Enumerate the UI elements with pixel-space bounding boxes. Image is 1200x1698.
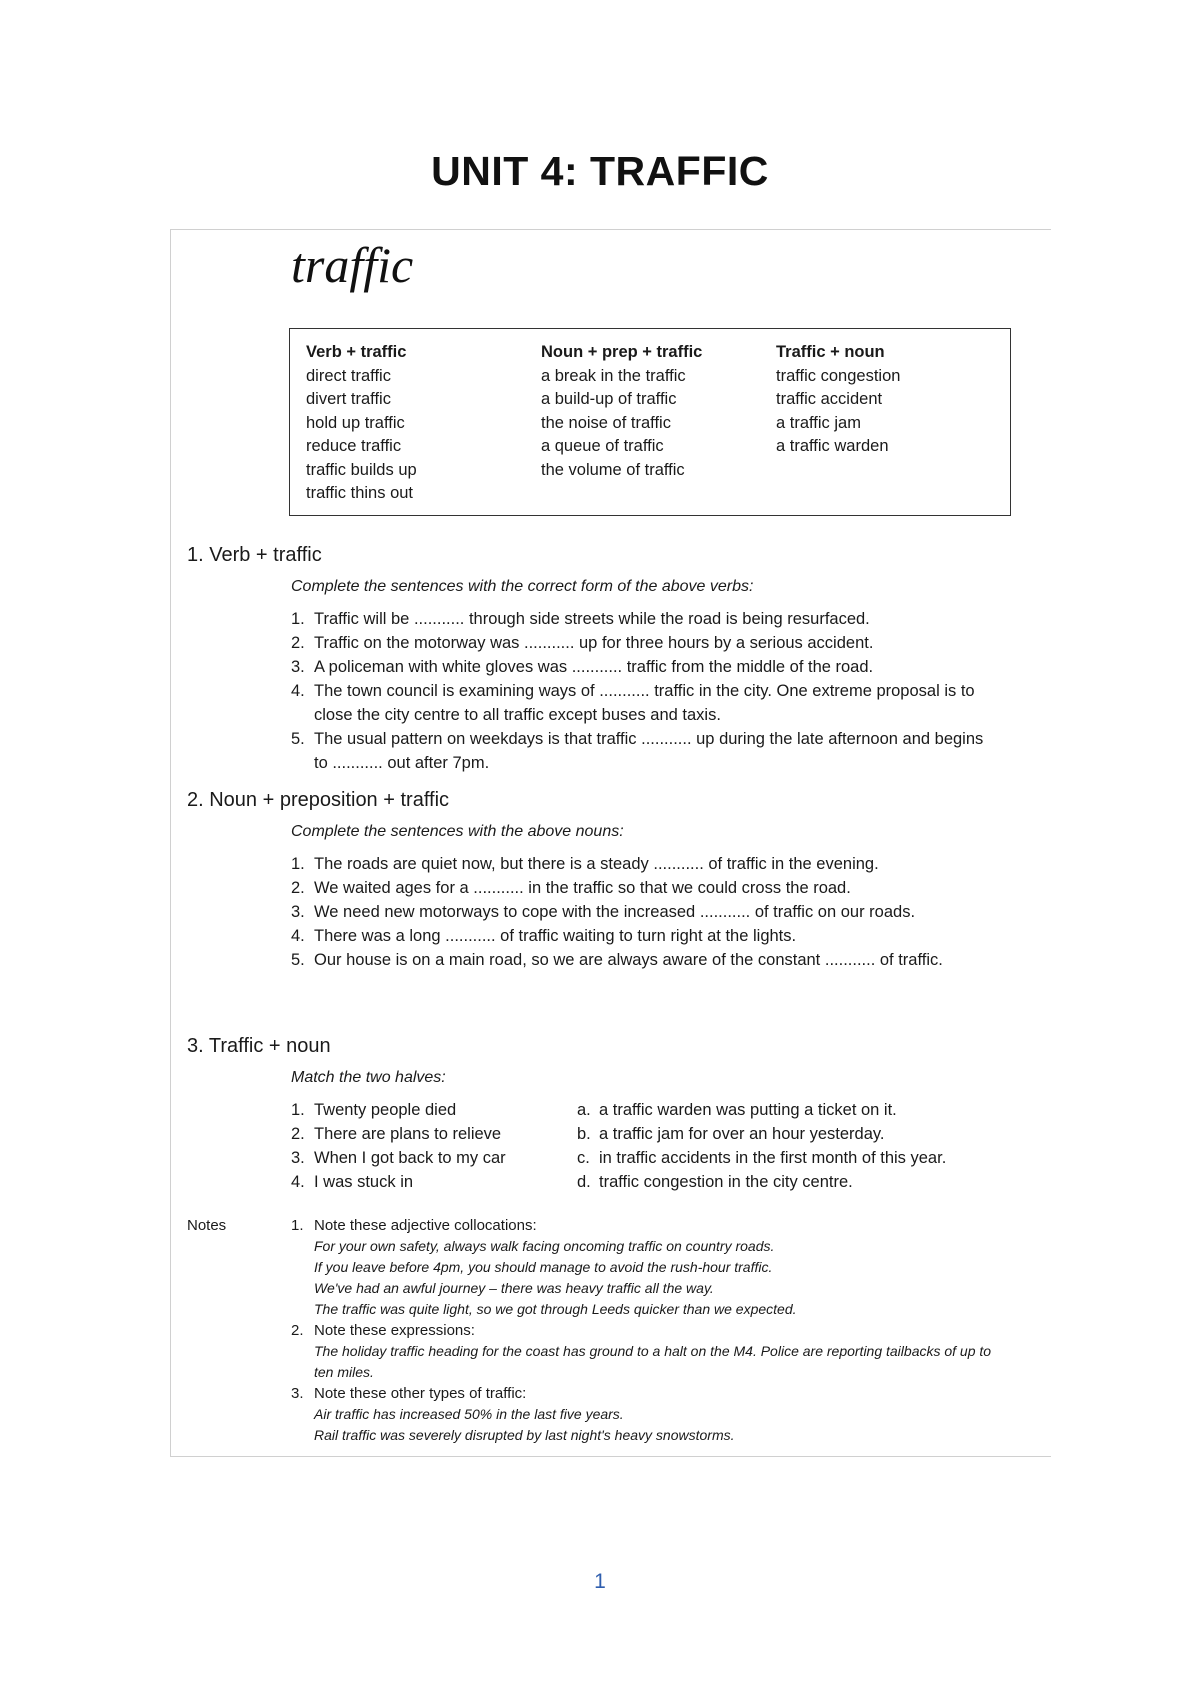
list-item [577,1098,1027,1122]
worksheet-panel [170,229,1051,1457]
note-number: 1. [291,1217,304,1234]
list-item [577,1146,1027,1170]
section2-list [291,852,991,972]
item-number: 1. [291,610,305,628]
section3-heading: 3. Traffic + noun [187,1035,331,1057]
match-left-list [291,1098,571,1194]
collocation-item: the volume of traffic [541,460,685,479]
collocation-heading: Noun + prep + traffic [541,343,703,361]
note-example: We've had an awful journey – there was heavy traffic all the way. [314,1280,714,1296]
item-text: Traffic will be ........... through side streets while the road is being resurfaced. [314,610,870,628]
unit-title: UNIT 4: TRAFFIC [431,148,769,194]
item-number: 3. [291,1149,305,1167]
collocation-column-traffic-noun [776,341,900,459]
section2-heading: 2. Noun + preposition + traffic [187,789,450,811]
item-text: The usual pattern on weekdays is that traffic ........... up during the late afternoon and begins to ........... out after 7pm. [314,730,984,772]
list-item [291,924,991,948]
collocation-item: traffic accident [776,390,883,408]
match-right-list [577,1098,1027,1194]
item-text: When I got back to my car [314,1149,506,1167]
collocation-column-verb [306,341,417,506]
item-text: I was stuck in [314,1173,414,1191]
collocation-box [289,328,1011,516]
note-title: Note these expressions: [314,1322,475,1339]
item-text: traffic congestion in the city centre. [599,1173,853,1191]
notes-list [291,1215,1011,1446]
note-item [291,1383,1011,1446]
note-title: Note these adjective collocations: [314,1217,537,1234]
section1-instruction: Complete the sentences with the correct form of the above verbs: [291,578,754,595]
list-item [291,679,991,727]
item-letter: b. [577,1125,591,1143]
list-item [291,948,991,972]
note-example: The traffic was quite light, so we got through Leeds quicker than we expected. [314,1301,797,1317]
collocation-item: a build-up of traffic [541,390,677,408]
collocation-item: a break in the traffic [541,366,686,385]
list-item [291,1122,571,1146]
item-text: The town council is examining ways of ........... traffic in the city. One extreme proposal is to close the city centre to all traffic except buses and taxis. [314,682,975,724]
collocation-heading: Traffic + noun [776,343,885,361]
item-number: 3. [291,658,305,676]
list-item [291,900,991,924]
note-body [314,1383,1011,1446]
item-letter: a. [577,1101,591,1119]
item-text: a traffic warden was putting a ticket on it. [599,1101,897,1119]
list-item [577,1122,1027,1146]
note-title: Note these other types of traffic: [314,1385,527,1402]
list-item [291,876,991,900]
note-number: 2. [291,1322,304,1339]
collocation-item: traffic congestion [776,366,901,385]
note-example: For your own safety, always walk facing oncoming traffic on country roads. [314,1238,775,1254]
item-number: 5. [291,951,305,969]
item-letter: c. [577,1149,590,1167]
note-example: Air traffic has increased 50% in the last five years. [314,1406,624,1422]
section1-list [291,607,991,775]
item-number: 4. [291,1173,305,1191]
list-item [291,607,991,631]
collocation-item: the noise of traffic [541,413,671,432]
collocation-item: hold up traffic [306,413,405,432]
collocation-item: divert traffic [306,390,391,408]
note-example: If you leave before 4pm, you should manage to avoid the rush-hour traffic. [314,1259,773,1275]
item-text: in traffic accidents in the first month of this year. [599,1149,947,1167]
item-number: 1. [291,855,305,873]
collocation-item: a traffic jam [776,413,861,432]
item-text: Traffic on the motorway was ........... up for three hours by a serious accident. [314,634,874,652]
list-item [291,852,991,876]
section2-instruction: Complete the sentences with the above nouns: [291,823,624,840]
note-body [314,1320,1011,1383]
item-text: There are plans to relieve [314,1125,502,1143]
item-number: 2. [291,1125,305,1143]
word-title: traffic [291,237,414,293]
section3-instruction: Match the two halves: [291,1069,446,1086]
collocation-column-noun-prep [541,341,702,482]
collocation-item: reduce traffic [306,437,402,455]
list-item [577,1170,1027,1194]
collocation-item: traffic thins out [306,484,414,502]
notes-label: Notes [187,1217,227,1234]
note-number: 3. [291,1385,304,1402]
item-number: 2. [291,879,305,897]
page-number: 1 [594,1570,606,1593]
list-item [291,631,991,655]
collocation-item: a queue of traffic [541,437,664,455]
note-item [291,1320,1011,1383]
note-item [291,1215,1011,1320]
item-number: 1. [291,1101,305,1119]
item-text: A policeman with white gloves was ........... traffic from the middle of the road. [314,658,874,676]
item-number: 5. [291,730,305,748]
collocation-heading: Verb + traffic [306,343,407,361]
list-item [291,727,991,775]
note-example: Rail traffic was severely disrupted by last night's heavy snowstorms. [314,1427,735,1443]
list-item [291,1170,571,1194]
list-item [291,1098,571,1122]
item-number: 4. [291,927,305,945]
list-item [291,655,991,679]
item-text: We need new motorways to cope with the increased ........... of traffic on our roads. [314,903,916,921]
item-text: Twenty people died [314,1101,457,1119]
item-number: 4. [291,682,305,700]
collocation-item: a traffic warden [776,437,889,455]
item-text: Our house is on a main road, so we are always aware of the constant ........... of traffic. [314,951,943,969]
item-text: We waited ages for a ........... in the traffic so that we could cross the road. [314,879,851,897]
list-item [291,1146,571,1170]
item-letter: d. [577,1173,591,1191]
item-text: There was a long ........... of traffic waiting to turn right at the lights. [314,927,797,945]
item-text: The roads are quiet now, but there is a steady ........... of traffic in the evening. [314,855,879,873]
note-example: The holiday traffic heading for the coast has ground to a halt on the M4. Police are reporting tailbacks of up to ten miles. [314,1343,992,1380]
section1-heading: 1. Verb + traffic [187,544,322,566]
collocation-item: traffic builds up [306,460,417,479]
item-number: 2. [291,634,305,652]
item-number: 3. [291,903,305,921]
note-body [314,1215,1011,1320]
collocation-item: direct traffic [306,366,391,385]
item-text: a traffic jam for over an hour yesterday. [599,1125,885,1143]
